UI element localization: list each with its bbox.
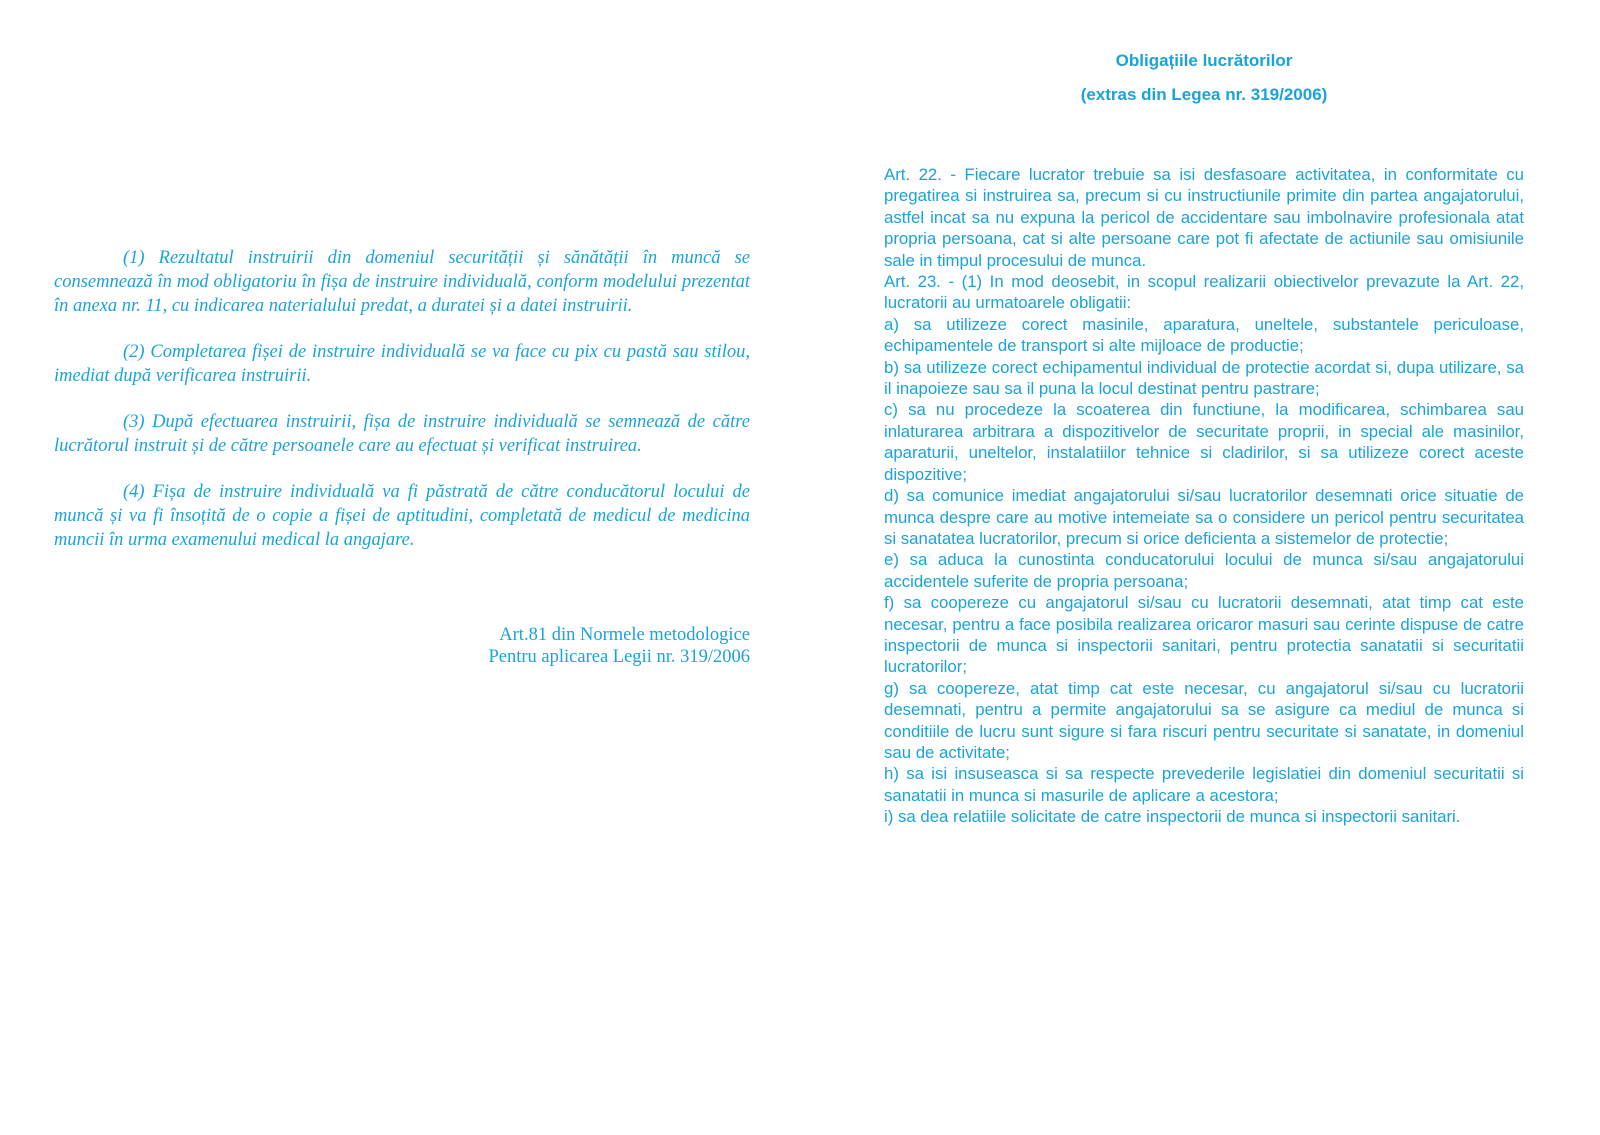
instruction-paragraph-1: (1) Rezultatul instruirii din domeniul securității și sănătății în muncă se consemnează în mod obligatoriu în fișa de instruire individuală, conform modelului prezentat în anexa nr. 11, cu indicarea naterialului predat, a duratei și a datei instruirii. <box>54 248 750 316</box>
page-title: Obligațiile lucrătorilor <box>1115 51 1293 70</box>
right-page-header <box>884 49 1524 107</box>
left-page-text <box>54 246 750 574</box>
worker-obligations-text <box>884 164 1524 828</box>
obligation-h: h) sa isi insuseasca si sa respecte prevederile legislatiei din domeniul securitatii si sanatatii in munca si masurile de aplicare a acestora; <box>884 764 1524 805</box>
obligation-g: g) sa coopereze, atat timp cat este necesar, cu angajatorul si/sau cu lucratorii desemnati, pentru a permite angajatorului sa se asigure ca mediul de munca si conditiile de lucru sunt sigure si fara riscuri pentru securitate si sanatate, in domeniul sau de activitate; <box>884 678 1524 762</box>
page-subtitle: (extras din Legea nr. 319/2006) <box>1080 85 1328 104</box>
obligation-b: b) sa utilizeze corect echipamentul individual de protectie acordat si, dupa utilizare, sa il inapoieze sau sa il puna la locul destinat pentru pastrare; <box>884 357 1524 399</box>
obligation-i: i) sa dea relatiile solicitate de catre inspectorii de munca si inspectorii sanitari. <box>884 807 1461 827</box>
obligation-c: c) sa nu procedeze la scoaterea din functiune, la modificarea, schimbarea sau inlaturarea arbitrara a dispozitivelor de securitate proprii, in special ale masinilor, aparaturii, uneltelor, instalatiilor tehnice si cladirilor, si sa utilizeze corect aceste dispozitive; <box>884 400 1524 484</box>
article-22: Art. 22. - Fiecare lucrator trebuie sa isi desfasoare activitatea, in conformitate cu pregatirea si instruirea sa, precum si cu instructiunile primite din partea angajatorului, astfel incat sa nu expuna la pericol de accidentare sau imbolnavire profesionala atat propria persoana, cat si alte persoane care pot fi afectate de actiunile sau omisiunile sale in timpul procesului de munca. <box>884 165 1524 270</box>
obligation-a: a) sa utilizeze corect masinile, aparatura, uneltele, substantele periculoase, echipamentele de transport si alte mijloace de productie; <box>884 314 1524 356</box>
obligation-f: f) sa coopereze cu angajatorul si/sau cu lucratorii desemnati, atat timp cat este necesar, pentru a face posibila realizarea oricaror masuri sau cerinte dispuse de catre inspectorii de munca si inspectorii sanitari, pentru protectia sanatatii si securitatii lucratorilor; <box>884 593 1524 677</box>
instruction-paragraph-3: (3) După efectuarea instruirii, fișa de instruire individuală se semnează de către lucrătorul instruit și de către persoanele care au efectuat și verificat instruirea. <box>54 412 750 456</box>
obligation-e: e) sa aduca la cunostinta conducatorului locului de munca si/sau angajatorului accidentele suferite de propria persoana; <box>884 550 1524 591</box>
obligation-d: d) sa comunice imediat angajatorului si/sau lucratorilor desemnati orice situatie de munca despre care au motive intemeiate sa o considere un pericol pentru securitatea si sanatatea lucratorilor, precum si orice deficienta a sistemelor de protectie; <box>884 486 1524 548</box>
source-line-2: Pentru aplicarea Legii nr. 319/2006 <box>488 647 750 667</box>
source-line-1: Art.81 din Normele metodologice <box>499 625 750 645</box>
instruction-paragraph-2: (2) Completarea fișei de instruire individuală se va face cu pix cu pastă sau stilou, imediat după verificarea instruirii. <box>54 342 750 386</box>
article-23-intro: Art. 23. - (1) In mod deosebit, in scopul realizarii obiectivelor prevazute la Art. 22, lucratorii au urmatoarele obligatii: <box>884 272 1524 313</box>
legal-source-reference <box>54 624 750 668</box>
instruction-paragraph-4: (4) Fișa de instruire individuală va fi păstrată de către conducătorul locului de muncă și va fi însoțită de o copie a fișei de aptitudini, completată de medicul de medicina muncii în urma examenului medical la angajare. <box>54 482 750 550</box>
